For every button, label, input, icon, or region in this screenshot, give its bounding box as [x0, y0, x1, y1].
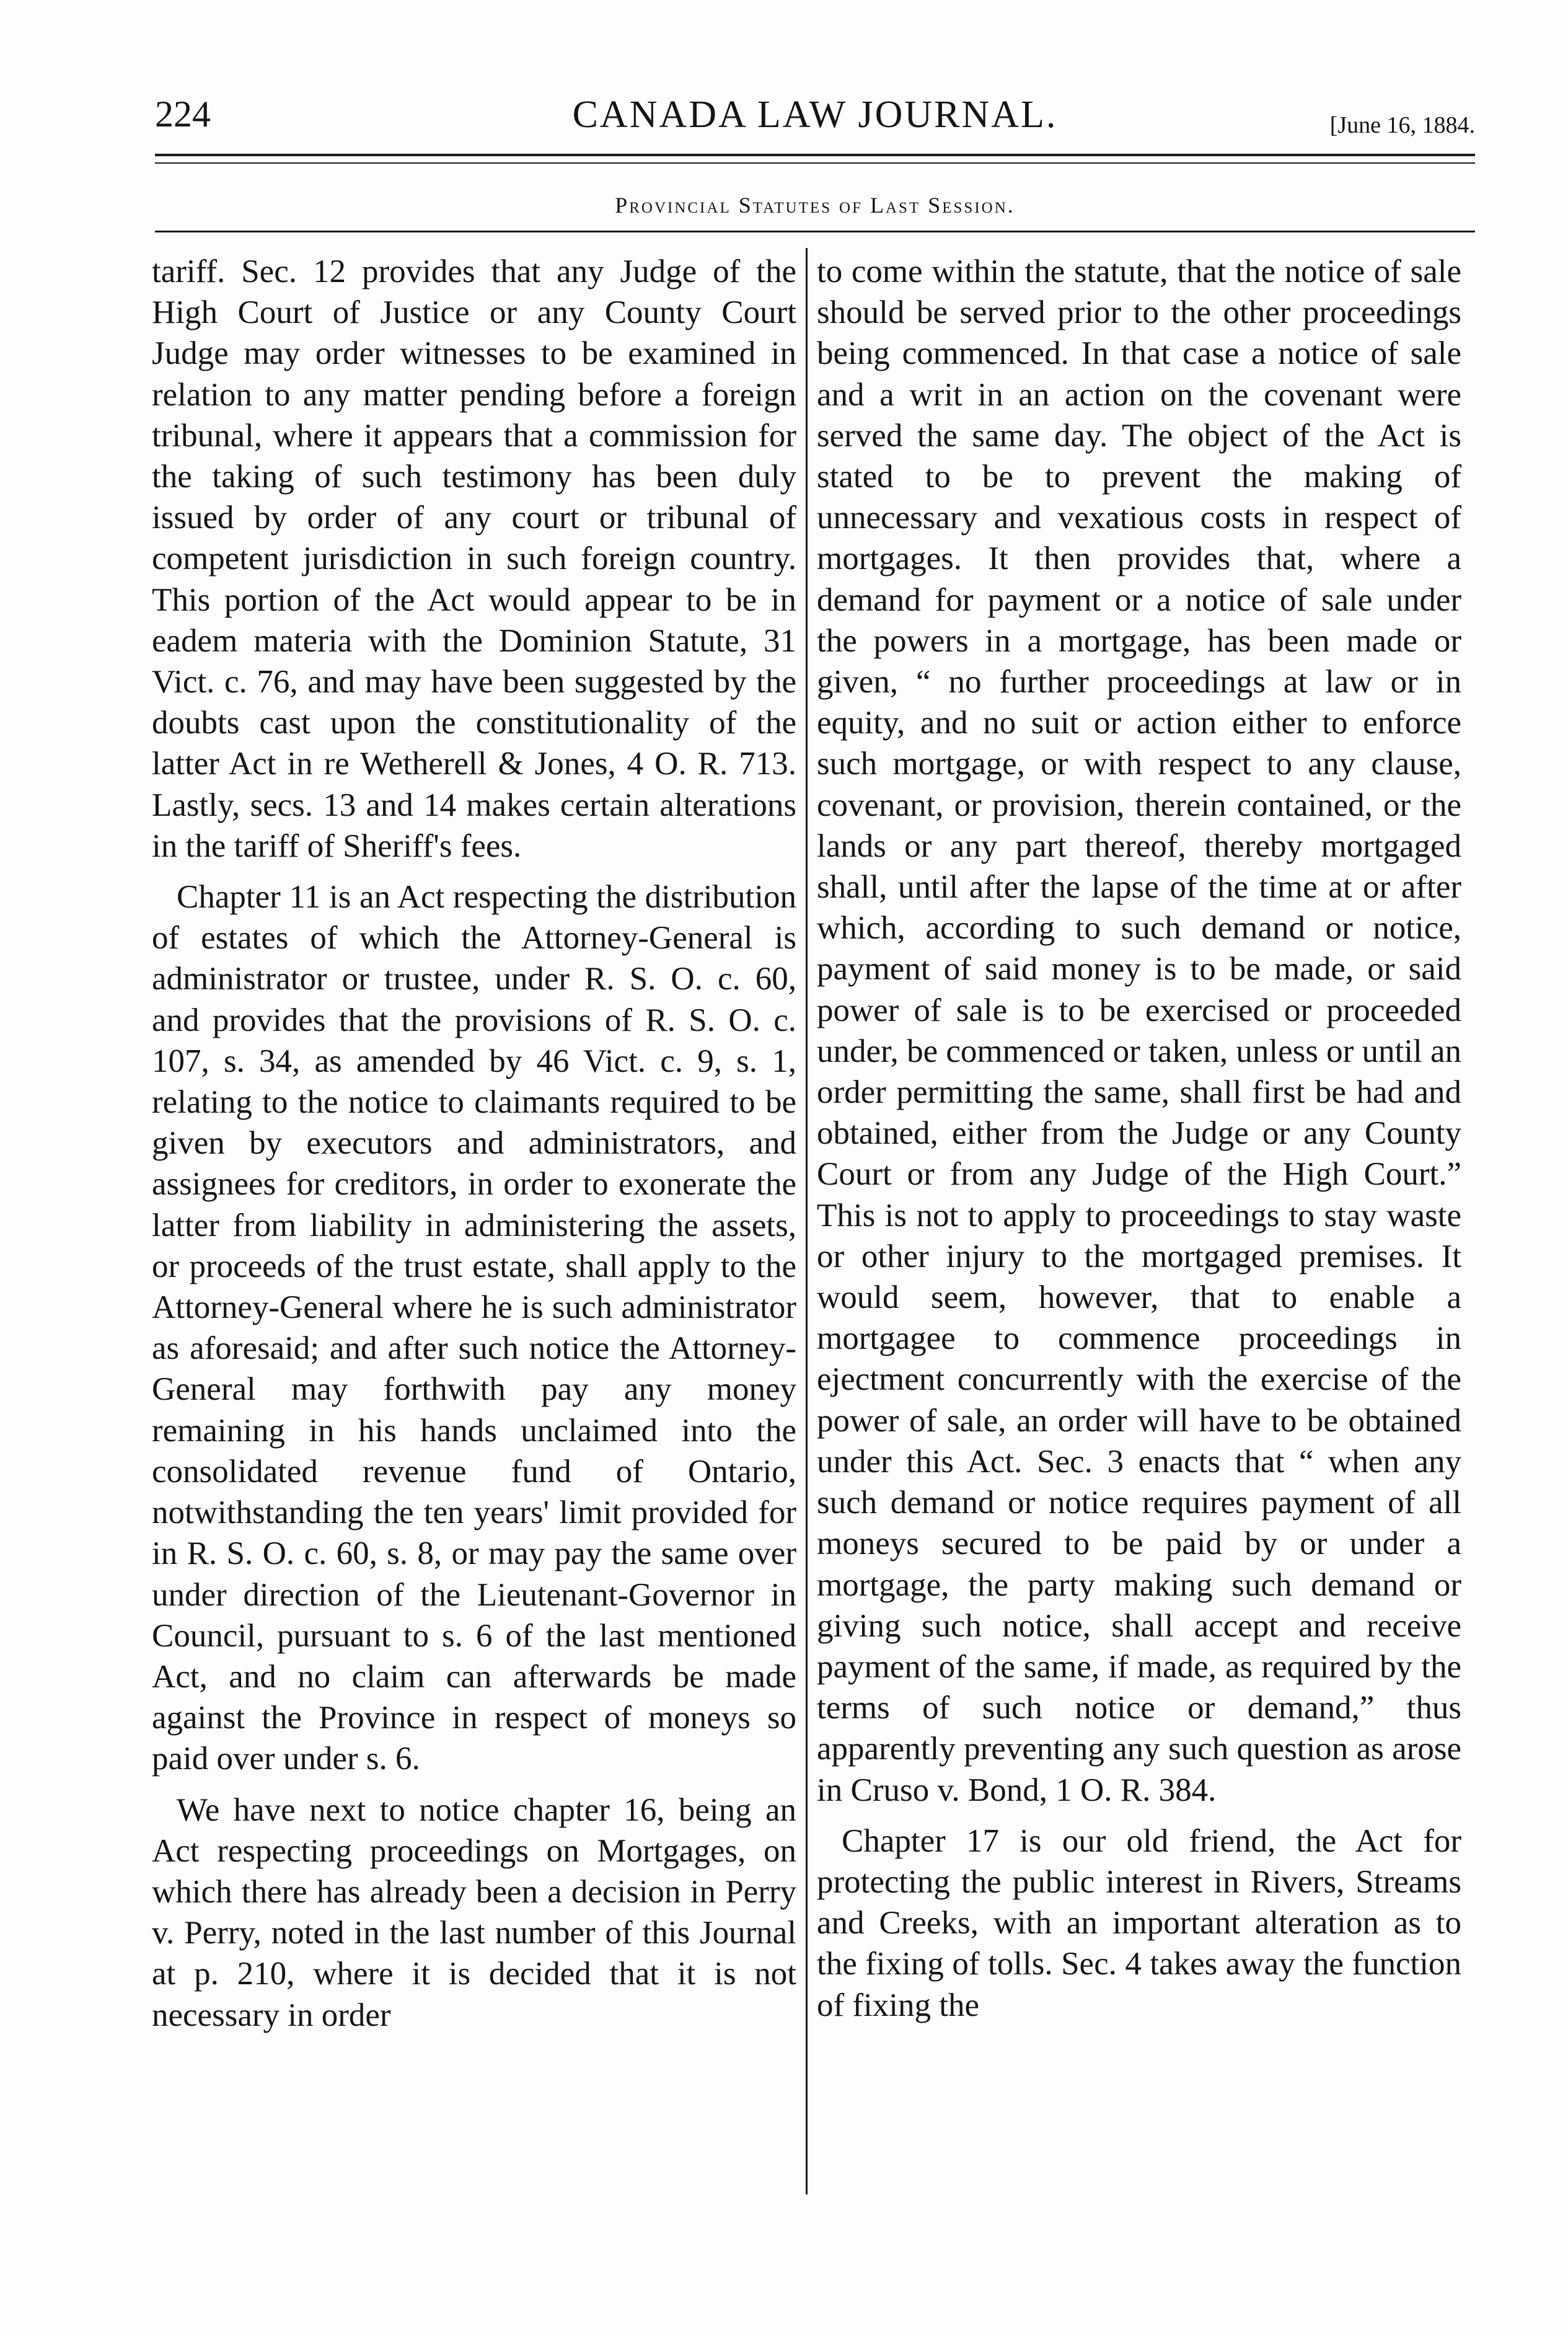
issue-date: [June 16, 1884. [1329, 112, 1475, 138]
column-divider [806, 248, 808, 2194]
journal-title: CANADA LAW JOURNAL. [572, 94, 1058, 136]
right-column [817, 251, 1461, 2036]
page-number: 224 [155, 94, 211, 135]
left-column [152, 251, 796, 2046]
paragraph: Chapter 17 is our old friend, the Act for protecting the public interest in Rivers, Streams and Creeks, with an important alteration as to the fixing of tolls. Sec. 4 takes away the function of fixing the [817, 1822, 1461, 2023]
running-head [155, 93, 1475, 149]
paragraph: We have next to notice chapter 16, being an Act respecting proceedings on Mortgages, on which there has already been a decision in Perry v. Perry, noted in the last number of this Journal at p. 210, where it is decided that it is not necessary in order [152, 1791, 796, 2033]
header-rule-bottom [155, 162, 1475, 164]
paragraph: to come within the statute, that the notice of sale should be served prior to the other proceedings being commenced. In that case a notice of sale and a writ in an action on the covenant were served the same day. The object of the Act is stated to be to prevent the making of unnecessary and vexatious costs in respect of mortgages. It then provides that, where a demand for payment or a notice of sale under the powers in a mortgage, has been made or given, “ no further proceedings at law or in equity, and no suit or action either to enforce such mortgage, or with respect to any clause, covenant, or provision, therein contained, or the lands or any part thereof, thereby mortgaged shall, until after the lapse of the time at or after which, according to such demand or notice, payment of said money is to be made, or said power of sale is to be exercised or proceeded under, be commenced or taken, unless or until an order permitting the same, shall first be had and obtained, either from the Judge or any County Court or from any Judge of the High Court.” This is not to apply to proceedings to stay waste or other injury to the mortgaged premises. It would seem, however, that to enable a mortgagee to commence proceedings in ejectment concurrently with the exercise of the power of sale, an order will have to be obtained under this Act. Sec. 3 enacts that “ when any such demand or notice requires payment of all moneys secured to be paid by or under a mortgage, the party making such demand or giving such notice, shall accept and receive payment of the same, if made, as required by the terms of such notice or demand,” thus apparently preventing any such question as arose in Cruso v. Bond, 1 O. R. 384. [817, 254, 1461, 1808]
paragraph: Chapter 11 is an Act respecting the distribution of estates of which the Attorney-General is administrator or trustee, under R. S. O. c. 60, and provides that the provisions of R. S. O. c. 107, s. 34, as amended by 46 Vict. c. 9, s. 1, relating to the notice to claimants required to be given by executors and administrators, and assignees for creditors, in order to exonerate the latter from liability in administering the assets, or proceeds of the trust estate, shall apply to the Attorney-General where he is such administrator as aforesaid; and after such notice the Attorney-General may forthwith pay any money remaining in his hands unclaimed into the consolidated revenue fund of Ontario, notwithstanding the ten years' limit provided for in R. S. O. c. 60, s. 8, or may pay the same over under direction of the Lieutenant-Governor in Council, pursuant to s. 6 of the last mentioned Act, and no claim can afterwards be made against the Province in respect of moneys so paid over under s. 6. [152, 879, 796, 1777]
section-rule [155, 231, 1475, 232]
paragraph: tariff. Sec. 12 provides that any Judge of the High Court of Justice or any County Court Judge may order witnesses to be examined in relation to any matter pending before a foreign tribunal, where it appears that a commission for the taking of such testimony has been duly issued by order of any court or tribunal of competent jurisdiction in such foreign country. This portion of the Act would appear to be in eadem materia with the Dominion Statute, 31 Vict. c. 76, and may have been suggested by the doubts cast upon the constitutionality of the latter Act in re Wetherell & Jones, 4 O. R. 713. Lastly, secs. 13 and 14 makes certain alterations in the tariff of Sheriff's fees. [152, 254, 796, 864]
header-rule-top [155, 154, 1475, 156]
section-heading: Provincial Statutes of Last Session. [615, 193, 1015, 218]
